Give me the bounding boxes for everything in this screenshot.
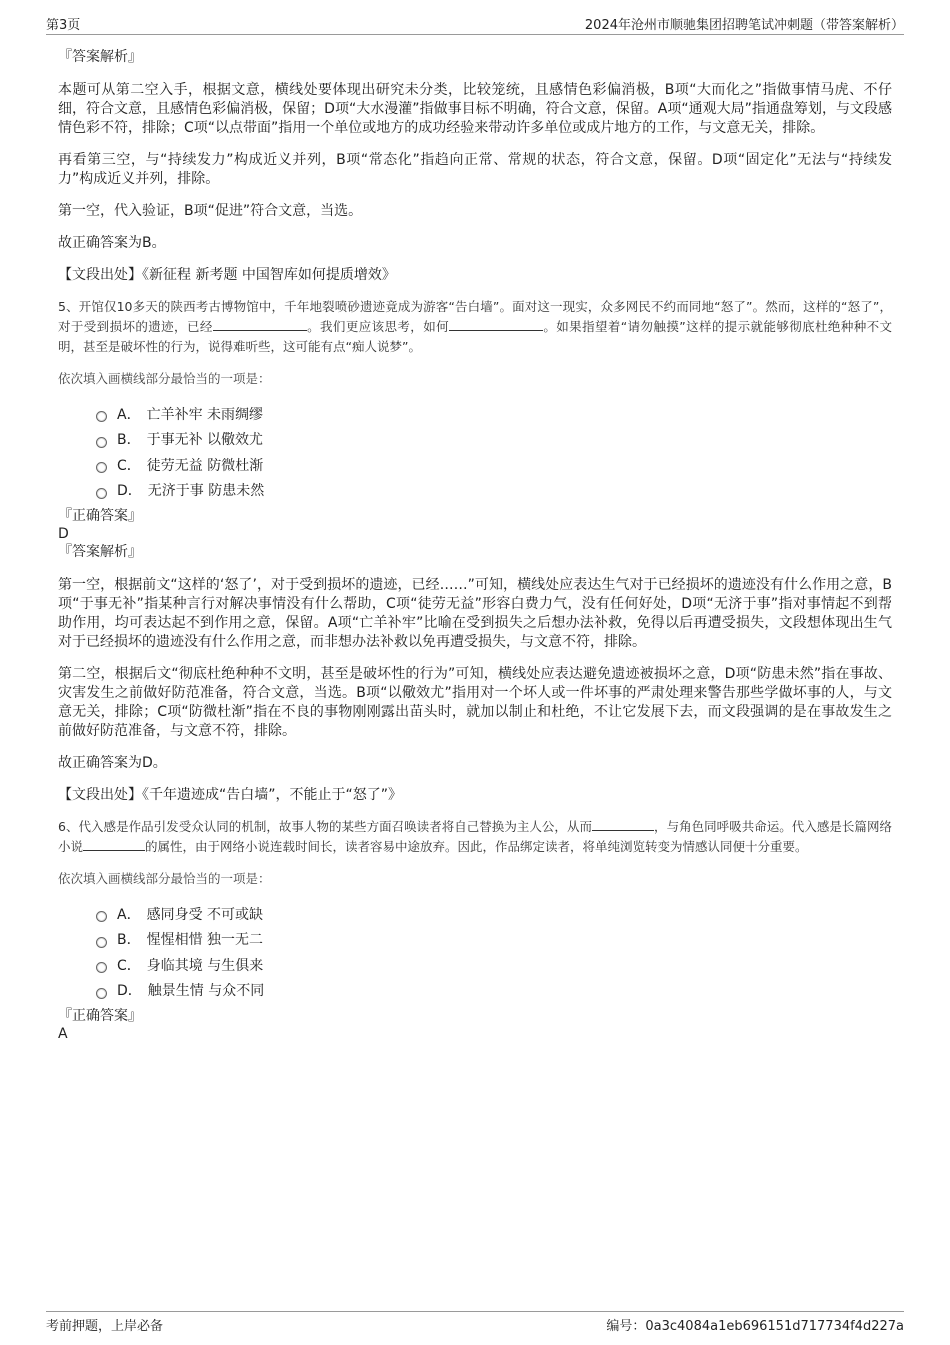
q6-options xyxy=(96,901,892,1003)
radio-icon[interactable] xyxy=(96,462,107,473)
q4-analysis-label: 『答案解析』 xyxy=(58,49,142,65)
q6-blank-1 xyxy=(592,817,654,831)
q4-conclusion: 故正确答案为B。 xyxy=(58,235,166,251)
radio-icon[interactable] xyxy=(96,437,107,448)
q5-analysis-p1: 第一空，根据前文“这样的‘怒了’，对于受到损坏的遗迹，已经……”可知，横线处应表达生气对于已经损坏的遗迹没有什么作用之意，B项“于事无补”指某种言行对解决事情没有什么帮助，C项“徒劳无益”形容白费力气，没有任何好处，D项“无济于事”指对事情起不到帮助作用，均可表达起不到作用之意，保留。A项“亡羊补牢”比喻在受到损失之后想办法补救，免得以后再遭受损失，文段想体现出生气对于已经损坏的遗迹没有什么作用之意，而非想办法补救以免再遭受损失，与文意不符，排除。 xyxy=(58,577,892,650)
q6-blank-2 xyxy=(83,837,145,851)
q5-answer-label: 『正确答案』 xyxy=(58,508,142,524)
q5-prompt: 依次填入画横线部分最恰当的一项是： xyxy=(58,371,271,386)
document-body xyxy=(58,46,892,1043)
q6-option-b[interactable]: B． 惺惺相惜 独一无二 xyxy=(96,927,892,953)
q6-answer-label: 『正确答案』 xyxy=(58,1008,142,1024)
q6-option-a[interactable]: A． 感同身受 不可或缺 xyxy=(96,901,892,927)
q5-analysis-p2: 第二空，根据后文“彻底杜绝种种不文明，甚至是破坏性的行为”可知，横线处应表达避免遗迹被损坏之意，D项“防患未然”指在事故、灾害发生之前做好防范准备，符合文意，当选。B项“以儆效尤”指用对一个坏人或一件坏事的严肃处理来警告那些学做坏事的人，与文意无关，排除；C项“防微杜渐”指在不良的事物刚刚露出苗头时，就加以制止和杜绝，不让它发展下去，而文段强调的是在事故发生之前做好防范准备，与文意不符，排除。 xyxy=(58,666,892,739)
q5-source: 【文段出处】《千年遗迹成“告白墙”，不能止于“怒了”》 xyxy=(58,787,403,803)
q5-question-text: 5、开馆仅10多天的陕西考古博物馆中，千年地裂喷砂遗迹竟成为游客“告白墙”。面对这一现实，众多网民不约而同地“怒了”。然而，这样的“怒了”，对于受到损坏的遗迹，已经 。我们更应该思考，如何 。如果指望着“请勿触摸”这样的提示就能够彻底杜绝种种不文明，甚至是破坏性的行为，说得难听些，这可能有点“痴人说梦”。 xyxy=(58,299,892,354)
radio-icon[interactable] xyxy=(96,411,107,422)
radio-icon[interactable] xyxy=(96,962,107,973)
q4-analysis-p2: 再看第三空，与“持续发力”构成近义并列，B项“常态化”指趋向正常、常规的状态，符合文意，保留。D项“固定化”无法与“持续发力”构成近义并列，排除。 xyxy=(58,152,892,187)
radio-icon[interactable] xyxy=(96,911,107,922)
q6-option-c[interactable]: C． 身临其境 与生俱来 xyxy=(96,952,892,978)
q4-analysis-p1: 本题可从第二空入手，根据文意，横线处要体现出研究未分类，比较笼统，且感情色彩偏消极，B项“大而化之”指做事情马虎、不仔细，符合文意，且感情色彩偏消极，保留；D项“大水漫灌”指做事目标不明确，符合文意，保留。A项“通观大局”指通盘筹划，与文段感情色彩不符，排除；C项“以点带面”指用一个单位或地方的成功经验来带动许多单位或成片地方的工作，与文意无关，排除。 xyxy=(58,82,892,136)
footer-slogan: 考前押题，上岸必备 xyxy=(46,1319,164,1334)
q5-option-d[interactable]: D． 无济于事 防患未然 xyxy=(96,478,892,504)
q4-analysis-p3: 第一空，代入验证，B项“促进”符合文意，当选。 xyxy=(58,203,363,219)
q5-option-a[interactable]: A． 亡羊补牢 未雨绸缪 xyxy=(96,401,892,427)
q5-answer: D xyxy=(58,526,69,542)
document-title: 2024年沧州市顺驰集团招聘笔试冲刺题（带答案解析） xyxy=(584,18,904,33)
page-number: 第3页 xyxy=(46,18,81,33)
radio-icon[interactable] xyxy=(96,988,107,999)
q5-options xyxy=(96,401,892,503)
q6-option-d[interactable]: D． 触景生情 与众不同 xyxy=(96,978,892,1004)
radio-icon[interactable] xyxy=(96,488,107,499)
q5-conclusion: 故正确答案为D。 xyxy=(58,755,167,771)
q5-option-b[interactable]: B． 于事无补 以儆效尤 xyxy=(96,427,892,453)
radio-icon[interactable] xyxy=(96,937,107,948)
q6-prompt: 依次填入画横线部分最恰当的一项是： xyxy=(58,871,271,886)
page-header xyxy=(46,12,904,35)
page-footer xyxy=(46,1311,904,1334)
q6-answer: A xyxy=(58,1026,68,1042)
q5-blank-1 xyxy=(213,317,307,331)
q4-source: 【文段出处】《新征程 新考题 中国智库如何提质增效》 xyxy=(58,267,396,283)
q5-blank-2 xyxy=(449,317,543,331)
document-id: 编号：0a3c4084a1eb696151d717734f4d227a xyxy=(606,1319,904,1334)
q6-question-text: 6、代入感是作品引发受众认同的机制，故事人物的某些方面召唤读者将自己替换为主人公，从而 ，与角色同呼吸共命运。代入感是长篇网络小说 的属性，由于网络小说连载时间长，读者容易中途放弃。因此，作品绑定读者，将单纯浏览转变为情感认同便十分重要。 xyxy=(58,819,892,854)
q5-option-c[interactable]: C． 徒劳无益 防微杜渐 xyxy=(96,452,892,478)
q5-analysis-label: 『答案解析』 xyxy=(58,544,142,560)
